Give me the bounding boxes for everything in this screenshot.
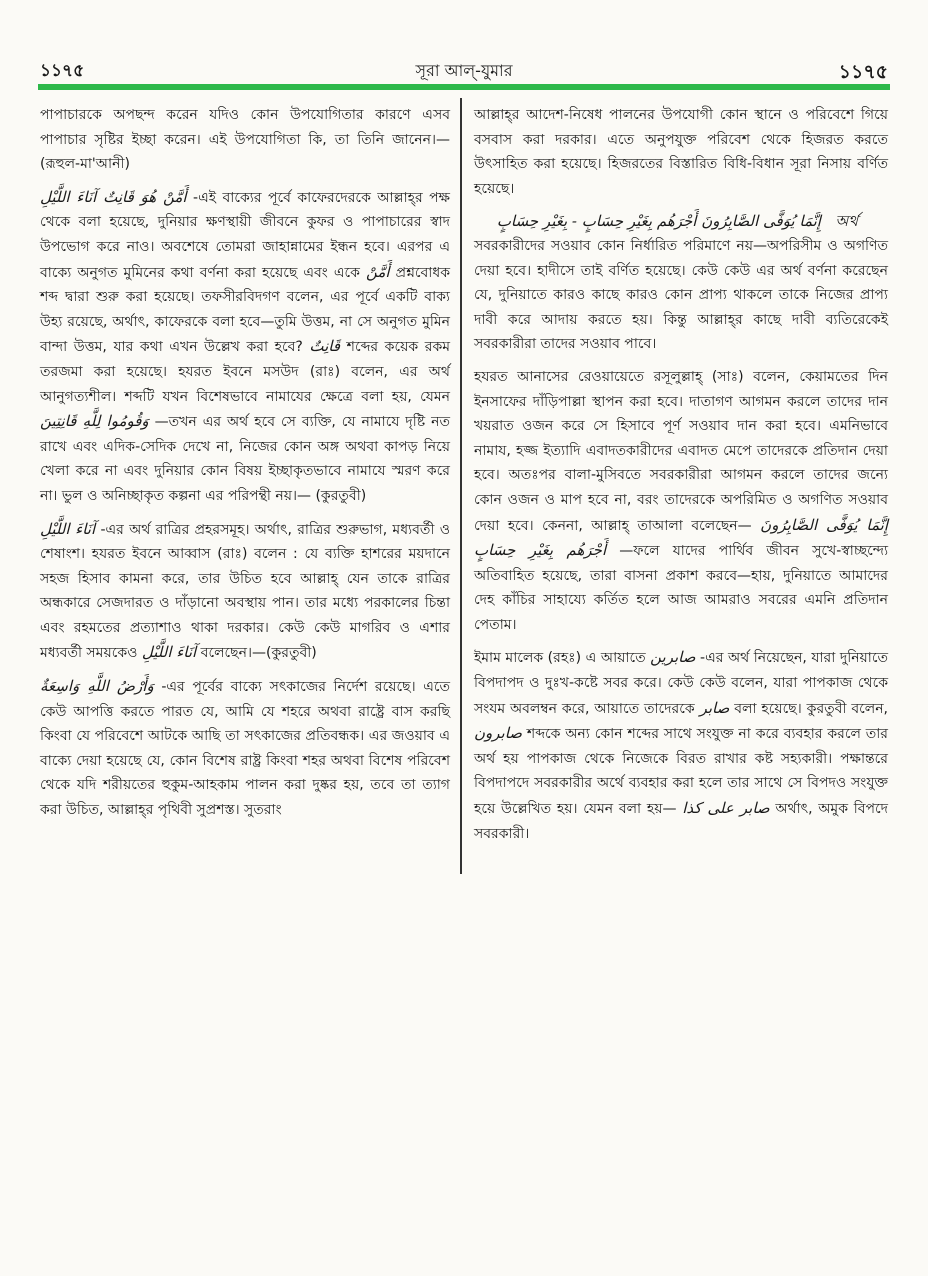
arabic-phrase: آنَاءَ اللَّيْلِ bbox=[141, 643, 197, 662]
page-number-right: ১১৭৫ bbox=[838, 61, 888, 83]
arabic-phrase: آنَاءَ اللَّيْلِ bbox=[40, 519, 96, 538]
header-rule bbox=[38, 84, 890, 90]
arabic-phrase: صابر على كذا bbox=[682, 799, 770, 818]
arabic-phrase: وَأَرْضُ اللَّهِ وَاسِعَةٌ bbox=[40, 677, 154, 696]
arabic-phrase: صابر bbox=[699, 698, 730, 717]
left-paragraph-4: وَأَرْضُ اللَّهِ وَاسِعَةٌ -এর পূর্বের বাক্যে সৎকাজের নির্দেশ রয়েছে। এতে কেউ আপত্তি করতে পারত যে, আমি যে শহরে অথবা রাষ্ট্রে বাস করছি কিংবা যে পরিবেশে আটকে আছি তা সৎকাজের প্রতিবন্ধক। এর জওয়াব এ বাক্যে দেয়া হয়েছে যে, কোন বিশেষ রাষ্ট্র কিংবা শহর অথবা বিশেষ পরিবেশ থেকে যদি শরীয়তের হুকুম-আহকাম পালন করা দুষ্কর হয়, তবে তা ত্যাগ করা উচিত, আল্লাহ্‌র পৃথিবী সুপ্রশস্ত। সুতরাং bbox=[40, 677, 450, 819]
arabic-verse: إِنَّمَا يُوَفَّى الصَّابِرُونَ أَجْرَهُم بِغَيْرِ حِسَابٍ - بِغَيْرِ حِسَابٍ অর্থ bbox=[496, 212, 858, 231]
arabic-verse: إِنَّمَا يُوَفَّى الصَّابِرُونَ أَجْرَهُم بِغَيْرِ حِسَابٍ bbox=[474, 515, 888, 560]
arabic-phrase: قَانِتٌ bbox=[309, 337, 341, 356]
left-paragraph-3: آنَاءَ اللَّيْلِ -এর অর্থ রাত্রির প্রহরসমূহ। অর্থাৎ, রাত্রির শুরুভাগ, মধ্যবর্তী ও শেষাংশ। হযরত ইবনে আব্বাস (রাঃ) বলেন : যে ব্যক্তি হাশরের ময়দানে সহজ হিসাব কামনা করে, তার উচিত হবে আল্লাহ্‌ যেন তাকে রাত্রির অন্ধকারে সেজদারত ও দাঁড়ানো অবস্থায় পান। তার মধ্যে পরকালের চিন্তা এবং রহমতের প্রত্যাশাও থাকা দরকার। কেউ কেউ মাগরিব ও এশার মধ্যবর্তী সময়কেও آنَاءَ اللَّيْلِ বলেছেন।—(কুরতুবী) bbox=[40, 519, 450, 662]
arabic-phrase: وَقُومُوا لِلَّهِ قَانِتِينَ bbox=[40, 412, 149, 431]
right-paragraph-1: আল্লাহ্‌র আদেশ-নিষেধ পালনের উপযোগী কোন স্থানে ও পরিবেশে গিয়ে বসবাস করা দরকার। এতে অনুপযুক্ত পরিবেশ থেকে হিজরত করতে উৎসাহিত করা হয়েছে। হিজরতের বিস্তারিত বিধি-বিধান সূরা নিসায় বর্ণিত হয়েছে। bbox=[474, 107, 888, 197]
arabic-phrase: صابرين bbox=[650, 648, 696, 667]
arabic-phrase: صابرون bbox=[474, 724, 523, 743]
column-divider bbox=[460, 98, 462, 874]
page-header bbox=[40, 58, 888, 82]
arabic-phrase: أَمَّنْ bbox=[365, 262, 390, 281]
left-paragraph-1: পাপাচারকে অপছন্দ করেন যদিও কোন উপযোগিতার কারণে এসব পাপাচার সৃষ্টির ইচ্ছা করেন। এই উপযোগিতা কি, তা তিনি জানেন।— (রূহুল-মা'আনী) bbox=[40, 107, 450, 173]
surah-title: সূরা আল্‌-যুমার bbox=[415, 61, 513, 80]
right-paragraph-2: إِنَّمَا يُوَفَّى الصَّابِرُونَ أَجْرَهُم بِغَيْرِ حِسَابٍ - بِغَيْرِ حِسَابٍ অর্থ সবরকারীদের সওয়াব কোন নির্ধারিত পরিমাণে নয়—অপরিসীম ও অগণিত দেয়া হবে। হাদীসে তাই বর্ণিত হয়েছে। কেউ কেউ এর অর্থ বর্ণনা করেছেন যে, দুনিয়াতে কারও কাছে কারও কোন প্রাপ্য থাকলে তাকে নিজের প্রাপ্য দাবী করে আদায় করতে হয়। কিন্তু আল্লাহ্‌র কাছে দাবী ব্যতিরেকেই সবরকারীরা তাদের সওয়াব পাবে। bbox=[474, 209, 888, 357]
arabic-phrase: أَمَّنْ هُوَ قَانِتٌ آنَاءَ اللَّيْلِ bbox=[40, 187, 187, 206]
left-paragraph-2: أَمَّنْ هُوَ قَانِتٌ آنَاءَ اللَّيْلِ -এই বাক্যের পূর্বে কাফেরদেরকে আল্লাহ্‌র পক্ষ থেকে বলা হয়েছে, দুনিয়ার ক্ষণস্থায়ী জীবনে কুফর ও পাপাচারের স্বাদ উপভোগ করে নাও। অবশেষে তোমরা জাহান্নামের ইন্ধন হবে। এরপর এ বাক্যে অনুগত মুমিনের কথা বর্ণনা করা হয়েছে এবং একে أَمَّنْ প্রশ্নবোধক শব্দ দ্বারা শুরু করা হয়েছে। তফসীরবিদগণ বলেন, এর পূর্বে একটি বাক্য উহ্য রয়েছে, অর্থাৎ, কাফেরকে বলা হবে—তুমি উত্তম, না সে অনুগত মুমিন বান্দা উত্তম, যার কথা এখন উল্লেখ করা হবে? قَانِتٌ শব্দের কয়েক রকম তরজমা করা হয়েছে। হযরত ইবনে মসউদ (রাঃ) বলেন, এর অর্থ আনুগত্যশীল। শব্দটি যখন বিশেষভাবে নামাযের ক্ষেত্রে বলা হয়, যেমন وَقُومُوا لِلَّهِ قَانِتِينَ —তখন এর অর্থ হবে সে ব্যক্তি, যে নামাযে দৃষ্টি নত রাখে এবং এদিক-সেদিক দেখে না, নিজের কোন অঙ্গ অথবা কাপড় নিয়ে খেলা করে না এবং দুনিয়ার কোন বিষয় ইচ্ছাকৃতভাবে নামাযে স্মরণ করে না। ভুল ও অনিচ্ছাকৃত কল্পনা এর পরিপন্থী নয়।— (কুরতুবী) bbox=[40, 187, 451, 504]
page-number-left: ১১৭৫ bbox=[40, 61, 85, 81]
right-paragraph-3: হযরত আনাসের রেওয়ায়েতে রসূলুল্লাহ্‌ (সাঃ) বলেন, কেয়ামতের দিন ইনসাফের দাঁড়িপাল্লা স্থাপন করা হবে। দাতাগণ আগমন করলে তাদের দান খয়রাত ওজন করে সে হিসাবে পূর্ণ সওয়াব দান করা হবে। এমনিভাবে নামায, হজ্জ ইত্যাদি এবাদতকারীদের এবাদত মেপে তাদেরকে প্রতিদান দেয়া হবে। অতঃপর বালা-মুসিবতে সবরকারীরা আগমন করলে তাদের জন্যে কোন ওজন ও মাপ হবে না, বরং তাদেরকে অপরিমিত ও অগণিত সওয়াব দেয়া হবে। কেননা, আল্লাহ্‌ তাআলা বলেছেন— إِنَّمَا يُوَفَّى الصَّابِرُونَ أَجْرَهُم بِغَيْرِ حِسَابٍ —ফলে যাদের পার্থিব জীবন সুখে-স্বাচ্ছন্দ্যে অতিবাহিত হয়েছে, তারা বাসনা প্রকাশ করবে—হায়, দুনিয়াতে আমাদের দেহ কাঁচির সাহায্যে কর্তিত হলে আজ আমরাও সবরের এমনি প্রতিদান পেতাম। bbox=[474, 368, 888, 633]
right-paragraph-4: ইমাম মালেক (রহঃ) এ আয়াতে صابرين -এর অর্থ নিয়েছেন, যারা দুনিয়াতে বিপদাপদ ও দুঃখ-কষ্টে সবর করে। কেউ কেউ বলেন, যারা পাপকাজ থেকে সংযম অবলম্বন করে, আয়াতে তাদেরকে صابر বলা হয়েছে। কুরতুবী বলেন, صابرون শব্দকে অন্য কোন শব্দের সাথে সংযুক্ত না করে ব্যবহার করলে তার অর্থ হয় পাপকাজ থেকে নিজেকে বিরত রাখার কষ্ট সহ্যকারী। পক্ষান্তরে বিপদাপদে সবরকারীর অর্থে ব্যবহার করা হলে তার সাথে সে বিপদও সংযুক্ত হয়ে উল্লেখিত হয়। যেমন বলা হয়— صابر على كذا অর্থাৎ, অমুক বিপদে সবরকারী। bbox=[474, 648, 889, 842]
left-column bbox=[40, 103, 450, 823]
right-column bbox=[474, 103, 888, 846]
